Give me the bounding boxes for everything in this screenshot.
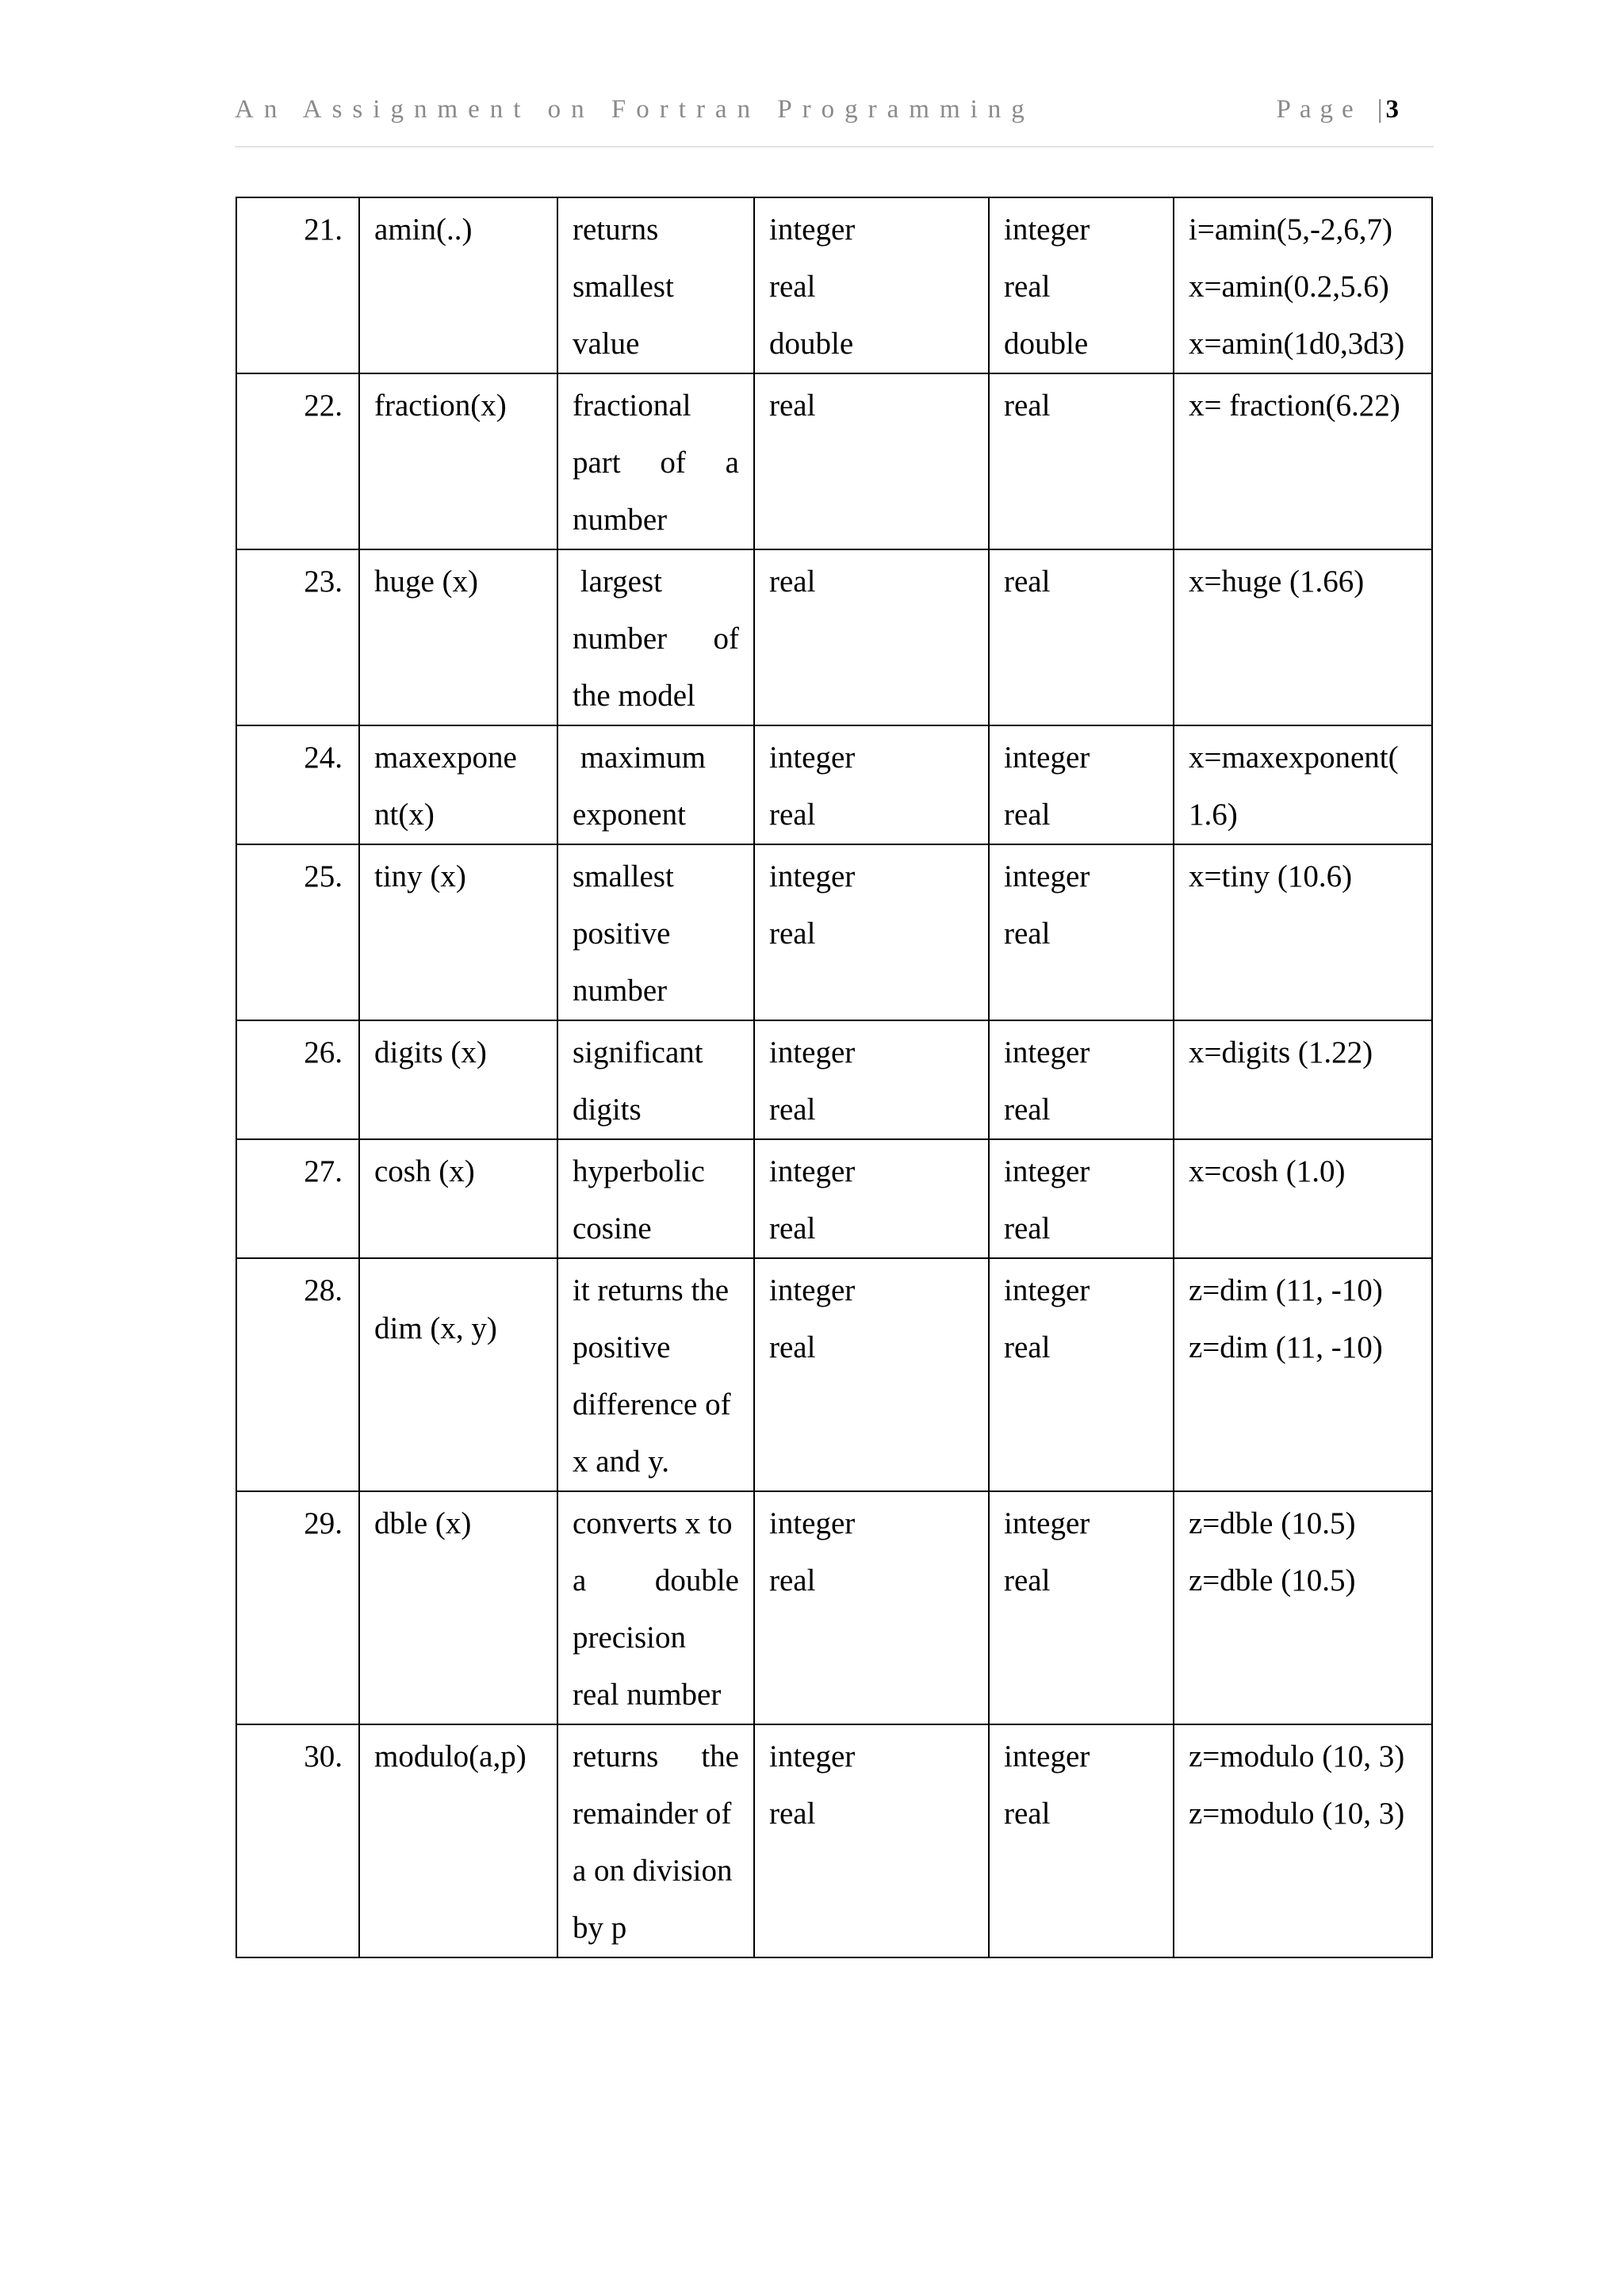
example-line: z=modulo (10, 3) xyxy=(1189,1797,1405,1831)
example-cell xyxy=(1174,1020,1432,1139)
argument-type-line: real xyxy=(769,1330,816,1364)
example-line: z=dim (11, -10) xyxy=(1189,1273,1383,1307)
row-number-cell xyxy=(236,1139,359,1258)
return-type-line: real xyxy=(1004,388,1051,423)
description-word: part xyxy=(573,446,621,480)
example-line: 1.6) xyxy=(1189,798,1238,832)
description-word: of xyxy=(660,446,686,480)
description-cell xyxy=(557,549,754,725)
description-line: value xyxy=(573,327,640,361)
argument-type-cell xyxy=(754,725,989,844)
description-line: by p xyxy=(573,1911,627,1945)
argument-type-line: real xyxy=(769,1211,816,1246)
description-cell xyxy=(557,725,754,844)
header-page-label: Page xyxy=(1276,95,1362,124)
header-page-number: 3 xyxy=(1385,95,1399,124)
description-word: a xyxy=(725,446,739,480)
function-name-line: tiny (x) xyxy=(374,859,466,894)
description-line: fractional xyxy=(573,388,691,423)
description-line: returns xyxy=(573,212,659,247)
return-type-cell xyxy=(989,1139,1174,1258)
description-line: significant xyxy=(573,1035,703,1070)
argument-type-line: integer xyxy=(769,1154,856,1188)
return-type-line: real xyxy=(1004,1563,1051,1598)
argument-type-line: real xyxy=(769,1563,816,1598)
description-line: cosine xyxy=(573,1211,652,1246)
return-type-line: real xyxy=(1004,1330,1051,1364)
example-line: z=dim (11, -10) xyxy=(1189,1330,1383,1364)
table-row xyxy=(236,1020,1432,1139)
function-name-line: huge (x) xyxy=(374,564,479,599)
return-type-line: real xyxy=(1004,1093,1051,1127)
example-cell xyxy=(1174,1258,1432,1491)
argument-type-line: real xyxy=(769,388,816,423)
function-name-cell xyxy=(359,844,557,1020)
example-line: x=tiny (10.6) xyxy=(1189,859,1353,894)
row-number-cell xyxy=(236,373,359,549)
table-row xyxy=(236,549,1432,725)
description-line: number xyxy=(573,974,668,1008)
return-type-line: real xyxy=(1004,1211,1051,1246)
example-cell xyxy=(1174,1139,1432,1258)
function-name-line: amin(..) xyxy=(374,212,473,247)
argument-type-cell xyxy=(754,1258,989,1491)
function-name-line: cosh (x) xyxy=(374,1154,475,1188)
description-line: exponent xyxy=(573,798,686,832)
example-line: x=amin(1d0,3d3) xyxy=(1189,327,1405,361)
example-line: x=maxexponent( xyxy=(1189,740,1399,775)
header-separator: | xyxy=(1377,95,1386,124)
argument-type-cell xyxy=(754,1724,989,1957)
example-cell xyxy=(1174,725,1432,844)
description-line xyxy=(573,1728,739,1785)
example-cell xyxy=(1174,1491,1432,1724)
return-type-line: integer xyxy=(1004,1035,1090,1070)
function-name-cell xyxy=(359,197,557,373)
description-cell xyxy=(557,1491,754,1724)
table-row xyxy=(236,725,1432,844)
function-name-line: fraction(x) xyxy=(374,388,507,423)
page-header xyxy=(235,95,1434,147)
example-line: x= fraction(6.22) xyxy=(1189,388,1400,423)
row-number: 28. xyxy=(304,1273,343,1307)
example-line: x=cosh (1.0) xyxy=(1189,1154,1346,1188)
description-line: precision xyxy=(573,1621,686,1655)
row-number-cell xyxy=(236,1258,359,1491)
description-cell xyxy=(557,1020,754,1139)
example-line: i=amin(5,-2,6,7) xyxy=(1189,212,1393,247)
example-line: x=amin(0.2,5.6) xyxy=(1189,270,1389,304)
table-row xyxy=(236,1258,1432,1491)
table-row xyxy=(236,1724,1432,1957)
description-line: difference of xyxy=(573,1387,731,1422)
table-row xyxy=(236,1491,1432,1724)
function-name-cell xyxy=(359,549,557,725)
argument-type-cell xyxy=(754,1020,989,1139)
return-type-line: real xyxy=(1004,798,1051,832)
intrinsic-functions-table xyxy=(236,197,1433,1958)
function-name-cell xyxy=(359,1020,557,1139)
row-number: 24. xyxy=(304,740,343,775)
return-type-cell xyxy=(989,549,1174,725)
description-line: remainder of xyxy=(573,1797,732,1831)
function-name-line: dble (x) xyxy=(374,1506,472,1540)
row-number: 25. xyxy=(304,859,343,894)
function-name-line: modulo(a,p) xyxy=(374,1739,527,1774)
row-number-cell xyxy=(236,549,359,725)
description-line: a on division xyxy=(573,1854,733,1888)
argument-type-cell xyxy=(754,197,989,373)
function-name-line: dim (x, y) xyxy=(374,1311,497,1345)
function-name-line: maxexpone xyxy=(374,740,517,775)
return-type-cell xyxy=(989,844,1174,1020)
description-line: the model xyxy=(573,679,695,713)
return-type-cell xyxy=(989,1724,1174,1957)
argument-type-line: integer xyxy=(769,1506,856,1540)
return-type-line: integer xyxy=(1004,1154,1090,1188)
return-type-line: integer xyxy=(1004,1506,1090,1540)
return-type-cell xyxy=(989,725,1174,844)
row-number: 29. xyxy=(304,1506,343,1540)
description-line xyxy=(573,610,739,668)
row-number-cell xyxy=(236,725,359,844)
row-number-cell xyxy=(236,1491,359,1724)
description-line xyxy=(573,1552,739,1609)
argument-type-cell xyxy=(754,1491,989,1724)
description-cell xyxy=(557,373,754,549)
table-body xyxy=(236,197,1432,1957)
table-row xyxy=(236,373,1432,549)
argument-type-line: double xyxy=(769,327,854,361)
return-type-cell xyxy=(989,197,1174,373)
return-type-line: real xyxy=(1004,270,1051,304)
description-line: x and y. xyxy=(573,1445,670,1479)
argument-type-cell xyxy=(754,549,989,725)
description-line: smallest xyxy=(573,859,674,894)
argument-type-line: integer xyxy=(769,1273,856,1307)
table-row xyxy=(236,197,1432,373)
return-type-line: integer xyxy=(1004,1273,1090,1307)
row-number: 23. xyxy=(304,564,343,599)
example-line: z=modulo (10, 3) xyxy=(1189,1739,1405,1774)
description-word: the xyxy=(701,1739,739,1774)
example-cell xyxy=(1174,197,1432,373)
row-number-cell xyxy=(236,1020,359,1139)
description-word: a xyxy=(573,1563,587,1598)
description-line: hyperbolic xyxy=(573,1154,705,1188)
argument-type-line: integer xyxy=(769,1739,856,1774)
argument-type-cell xyxy=(754,844,989,1020)
argument-type-line: real xyxy=(769,564,816,599)
description-line: largest xyxy=(573,564,663,599)
description-word: number xyxy=(573,622,668,656)
return-type-line: real xyxy=(1004,916,1051,951)
header-page-indicator xyxy=(1276,95,1399,124)
function-name-cell xyxy=(359,1139,557,1258)
row-number: 27. xyxy=(304,1154,343,1188)
description-cell xyxy=(557,1724,754,1957)
description-line: positive xyxy=(573,916,671,951)
return-type-line: integer xyxy=(1004,740,1090,775)
example-line: z=dble (10.5) xyxy=(1189,1506,1356,1540)
example-line: x=huge (1.66) xyxy=(1189,564,1365,599)
description-line: positive xyxy=(573,1330,671,1364)
argument-type-line: real xyxy=(769,1797,816,1831)
description-cell xyxy=(557,1258,754,1491)
function-name-cell xyxy=(359,373,557,549)
function-name-cell xyxy=(359,1491,557,1724)
description-line: real number xyxy=(573,1678,722,1712)
example-cell xyxy=(1174,1724,1432,1957)
argument-type-line: real xyxy=(769,798,816,832)
description-line: converts x to xyxy=(573,1506,733,1540)
description-line: smallest xyxy=(573,270,674,304)
argument-type-cell xyxy=(754,373,989,549)
return-type-cell xyxy=(989,373,1174,549)
function-name-line: digits (x) xyxy=(374,1035,487,1070)
description-word: of xyxy=(713,622,739,656)
description-cell xyxy=(557,197,754,373)
description-line: it returns the xyxy=(573,1273,730,1307)
return-type-line: integer xyxy=(1004,212,1090,247)
example-cell xyxy=(1174,844,1432,1020)
description-word: returns xyxy=(573,1739,659,1774)
return-type-line: integer xyxy=(1004,859,1090,894)
table-row xyxy=(236,1139,1432,1258)
row-number-cell xyxy=(236,844,359,1020)
function-name-cell xyxy=(359,1258,557,1491)
description-cell xyxy=(557,844,754,1020)
argument-type-line: real xyxy=(769,916,816,951)
function-name-line: nt(x) xyxy=(374,798,435,832)
row-number: 21. xyxy=(304,212,343,247)
return-type-cell xyxy=(989,1020,1174,1139)
return-type-line: real xyxy=(1004,1797,1051,1831)
row-number-cell xyxy=(236,1724,359,1957)
description-cell xyxy=(557,1139,754,1258)
return-type-line: integer xyxy=(1004,1739,1090,1774)
description-line: maximum xyxy=(573,740,706,775)
row-number: 22. xyxy=(304,388,343,423)
return-type-cell xyxy=(989,1258,1174,1491)
return-type-line: real xyxy=(1004,564,1051,599)
example-cell xyxy=(1174,549,1432,725)
table-row xyxy=(236,844,1432,1020)
function-name-cell xyxy=(359,725,557,844)
argument-type-cell xyxy=(754,1139,989,1258)
function-name-cell xyxy=(359,1724,557,1957)
description-line: digits xyxy=(573,1093,642,1127)
argument-type-line: integer xyxy=(769,859,856,894)
example-line: x=digits (1.22) xyxy=(1189,1035,1373,1070)
return-type-cell xyxy=(989,1491,1174,1724)
argument-type-line: real xyxy=(769,1093,816,1127)
argument-type-line: real xyxy=(769,270,816,304)
argument-type-line: integer xyxy=(769,1035,856,1070)
header-title: An Assignment on Fortran Programming xyxy=(235,95,1035,124)
argument-type-line: integer xyxy=(769,212,856,247)
description-word: double xyxy=(654,1563,739,1598)
argument-type-line: integer xyxy=(769,740,856,775)
example-line: z=dble (10.5) xyxy=(1189,1563,1356,1598)
description-line: number xyxy=(573,503,668,537)
row-number: 26. xyxy=(304,1035,343,1070)
description-line xyxy=(573,434,739,492)
row-number: 30. xyxy=(304,1739,343,1774)
row-number-cell xyxy=(236,197,359,373)
example-cell xyxy=(1174,373,1432,549)
return-type-line: double xyxy=(1004,327,1089,361)
